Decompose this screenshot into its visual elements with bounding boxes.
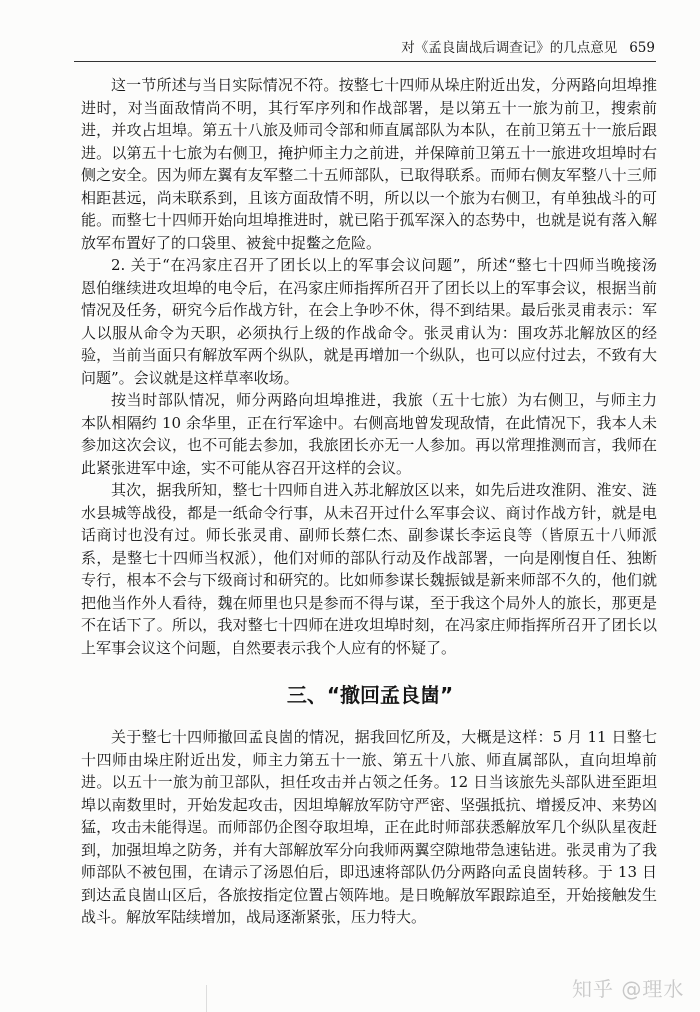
text-line: 猛，攻击未能得逞。而师部仍企图夺取坦埠，正在此时师部获悉解放军几个纵队星夜赶 xyxy=(81,818,657,836)
text-line: 验，当前当面只有解放军两个纵队，就是再增加一个纵队，也可以应付过去，不致有大 xyxy=(81,346,657,364)
text-line: 按当时部队情况，师分两路向坦埠推进，我旅（五十七旅）为右侧卫，与师主力 xyxy=(111,391,657,409)
text-line: 情况及任务，研究今后作战方针，在会上争吵不休，得不到结果。最后张灵甫表示：军 xyxy=(81,301,657,319)
paragraph xyxy=(81,389,657,479)
text-line: 不在话下了。所以，我对整七十四师在进攻坦埠时刻，在冯家庄师指挥所召开了团长以 xyxy=(81,616,657,634)
paragraph xyxy=(81,254,657,389)
text-line: 其次，据我所知，整七十四师自进入苏北解放区以来，如先后进攻淮阴、淮安、涟 xyxy=(111,481,657,499)
text-line: 十四师由垛庄附近出发，师主力第五十一旅、第五十八旅、师直属部队，直向坦埠前 xyxy=(81,750,657,769)
paragraph xyxy=(81,726,657,929)
text-line: 人以服从命令为天职，必须执行上级的作战命令。张灵甫认为：围攻苏北解放区的经 xyxy=(81,323,657,342)
text-line: 进。以第五十七旅为右侧卫，掩护师主力之前进，并保障前卫第五十一旅进攻坦埠时右 xyxy=(81,143,657,162)
text-line: 进时，对当面敌情尚不明，其行军序列和作战部署，是以第五十一旅为前卫，搜索前 xyxy=(81,98,657,117)
running-header xyxy=(401,36,655,56)
running-title: 对《孟良崮战后调查记》的几点意见 xyxy=(401,40,618,56)
text-line: 放军布置好了的口袋里、被瓮中捉鳖之危险。 xyxy=(81,233,382,252)
page-number: 659 xyxy=(629,40,655,56)
text-line: 能。而整七十四师开始向坦埠推进时，就已陷于孤军深入的态势中，也就是说有落入解 xyxy=(81,211,657,229)
text-line: 这一节所述与当日实际情况不符。按整七十四师从垛庄附近出发，分两路向坦埠推 xyxy=(111,76,657,94)
scan-artifact-line xyxy=(206,985,207,1012)
text-line: 师部队不被包围，在请示了汤恩伯后，即迅速将部队仍分两路向孟良崮转移。于 13 日 xyxy=(81,863,657,881)
text-line: 战斗。解放军陆续增加，战局逐渐紧张，压力特大。 xyxy=(81,908,427,926)
watermark: 知乎 @理水 xyxy=(572,977,685,1001)
text-line: 此紧张进军中途，实不可能从容召开这样的会议。 xyxy=(81,458,412,477)
text-line: 相距甚远，尚未联系到，且该方面敌情不明，所以以一个旅为右侧卫，有单独战斗的可 xyxy=(81,188,657,207)
text-line: 到，加强坦埠之防务，并有大部解放军分向我师两翼空隙地带急速钻进。张灵甫为了我 xyxy=(81,840,657,859)
text-line: 本队相隔约 10 余华里，正在行军途中。右侧高地曾发现敌情，在此情况下，我本人未 xyxy=(81,413,657,432)
text-line: 话商讨也没有过。师长张灵甫、副师长蔡仁杰、副参谋长李运良等（皆原五十八师派 xyxy=(81,526,657,544)
text-line: 侧之安全。因为师左翼有友军整二十五师部队，已取得联系。而师右侧友军整八十三师 xyxy=(81,166,657,184)
text-line: 参加这次会议，也不可能去参加，我旅团长亦无一人参加。再以常理推测而言，我师在 xyxy=(81,436,657,454)
paragraph xyxy=(81,479,657,659)
text-line: 系，是整七十四师当权派），他们对师的部队行动及作战部署，一向是刚愎自任、独断 xyxy=(81,548,657,567)
text-line: 问题”。会议就是这样草率收场。 xyxy=(81,368,299,387)
text-line: 进，并攻占坦埠。第五十八旅及师司令部和师直属部队为本队，在前卫第五十一旅后跟 xyxy=(81,121,657,139)
text-line: 关于整七十四师撤回孟良崮的情况，据我回忆所及，大概是这样：5 月 11 日整七 xyxy=(111,728,657,746)
body-text-section-3 xyxy=(81,726,657,929)
body-text-section-2 xyxy=(81,74,657,659)
text-line: 进。以五十一旅为前卫部队，担任攻击并占领之任务。12 日当该旅先头部队进至距坦 xyxy=(81,773,657,791)
text-line: 上军事会议这个问题，自然要表示我个人应有的怀疑了。 xyxy=(81,638,457,657)
text-line: 把他当作外人看待，魏在师里也只是参而不得与谋，至于我这个局外人的旅长，那更是 xyxy=(81,593,657,612)
text-line: 水县城等战役，都是一纸命令行事，从未召开过什么军事会议、商讨作战方针，就是电 xyxy=(81,503,657,522)
text-line: 到达孟良崮山区后，各旅按指定位置占领阵地。是日晚解放军跟踪追至，开始接触发生 xyxy=(81,885,657,904)
text-line: 2. 关于“在冯家庄召开了团长以上的军事会议问题”，所述“整七十四师当晚接汤 xyxy=(111,256,657,274)
text-line: 恩伯继续进攻坦埠的电令后，在冯家庄师指挥所召开了团长以上的军事会议，根据当前 xyxy=(81,278,657,297)
text-line: 专行，根本不会与下级商讨和研究的。比如师参谋长魏振钺是新来师部不久的，他们就 xyxy=(81,571,657,589)
header-rule xyxy=(74,61,656,62)
section-heading: 三、“撤回孟良崮” xyxy=(286,683,454,707)
text-line: 埠以南数里时，开始发起攻击，因坦埠解放军防守严密、坚强抵抗、增援反冲、来势凶 xyxy=(81,795,657,814)
paragraph xyxy=(81,74,657,254)
